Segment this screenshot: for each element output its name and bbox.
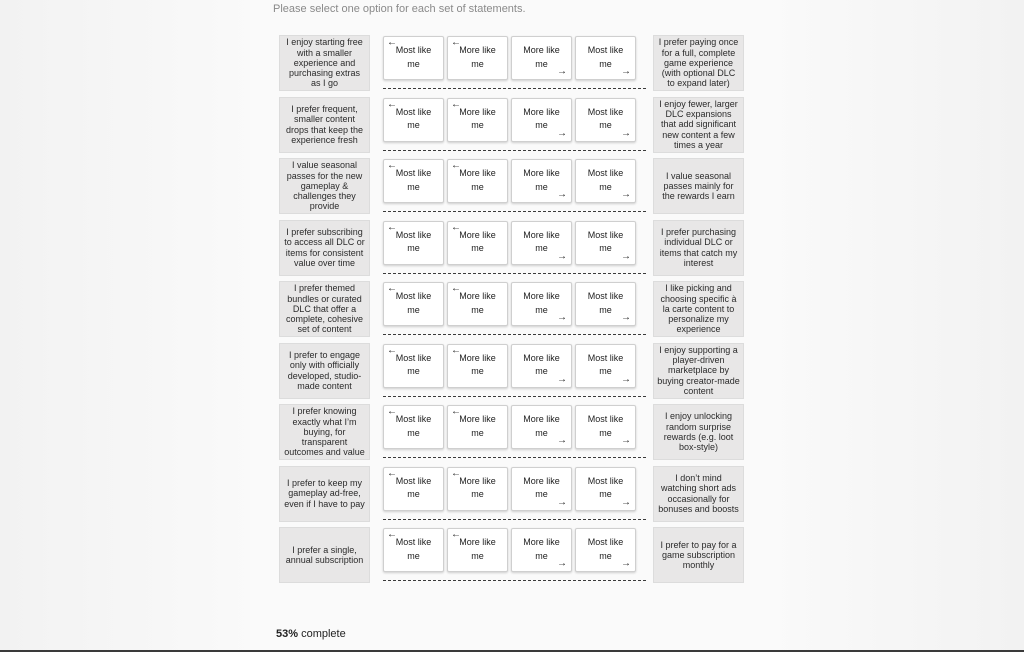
arrow-right-icon: → — [557, 250, 567, 262]
progress-indicator — [276, 628, 346, 640]
option-label: Most like me — [587, 352, 624, 376]
most-like-left-button[interactable] — [383, 221, 444, 265]
option-label: Most like me — [587, 45, 624, 69]
arrow-left-icon: ← — [451, 283, 461, 294]
arrow-right-icon: → — [557, 558, 567, 569]
option-label: Most like me — [587, 106, 624, 130]
progress-percent: 53% — [276, 628, 299, 640]
arrow-left-icon: ← — [387, 344, 397, 356]
row-divider — [383, 211, 646, 212]
row-divider — [383, 519, 646, 520]
arrow-right-icon: → — [621, 558, 631, 569]
arrow-right-icon: → — [621, 127, 631, 139]
option-label: More like me — [459, 414, 496, 438]
arrow-left-icon: ← — [387, 221, 397, 233]
option-label: More like me — [459, 229, 496, 253]
option-label: More like me — [523, 106, 560, 130]
most-like-left-button[interactable] — [383, 98, 444, 142]
left-statement: I prefer to keep my gameplay ad-free, even if I have to pay — [279, 466, 370, 522]
more-like-right-button[interactable] — [511, 467, 572, 511]
arrow-left-icon: ← — [451, 221, 461, 233]
option-label: More like me — [523, 229, 560, 253]
arrow-left-icon: ← — [451, 344, 461, 356]
left-statement: I prefer frequent, smaller content drops that keep the experience fresh — [279, 97, 370, 153]
arrow-right-icon: → — [557, 127, 567, 139]
right-statement: I prefer purchasing individual DLC or items that catch my interest — [653, 220, 744, 276]
arrow-right-icon: → — [621, 435, 631, 446]
right-statement: I prefer paying once for a full, complete game experience (with optional DLC to expand later) — [653, 35, 744, 91]
option-label: Most like me — [395, 475, 432, 499]
option-group — [383, 404, 646, 460]
arrow-right-icon: → — [557, 189, 567, 200]
most-like-right-button[interactable] — [575, 405, 636, 449]
statement-row — [279, 97, 745, 153]
option-label: More like me — [523, 352, 560, 376]
most-like-left-button[interactable] — [383, 282, 444, 326]
arrow-left-icon: ← — [387, 98, 397, 110]
option-label: More like me — [523, 168, 560, 192]
more-like-right-button[interactable] — [511, 344, 572, 388]
arrow-left-icon: ← — [387, 406, 397, 417]
arrow-right-icon: → — [557, 373, 567, 385]
arrow-left-icon: ← — [451, 160, 461, 171]
most-like-right-button[interactable] — [575, 344, 636, 388]
right-statement: I enjoy unlocking random surprise rewards (e.g. loot box-style) — [653, 404, 744, 460]
statement-row — [279, 35, 745, 91]
more-like-left-button[interactable] — [447, 221, 508, 265]
left-statement: I prefer subscribing to access all DLC or items for consistent value over time — [279, 220, 370, 276]
option-group — [383, 158, 646, 214]
instruction-text: Please select one option for each set of statements. — [273, 3, 526, 15]
most-like-right-button[interactable] — [575, 98, 636, 142]
arrow-right-icon: → — [621, 189, 631, 200]
more-like-left-button[interactable] — [447, 98, 508, 142]
most-like-left-button[interactable] — [383, 405, 444, 449]
most-like-right-button[interactable] — [575, 159, 636, 203]
arrow-right-icon: → — [557, 312, 567, 323]
most-like-right-button[interactable] — [575, 467, 636, 511]
most-like-left-button[interactable] — [383, 344, 444, 388]
option-label: More like me — [459, 168, 496, 192]
option-label: More like me — [459, 106, 496, 130]
row-divider — [383, 580, 646, 581]
more-like-left-button[interactable] — [447, 467, 508, 511]
statement-row — [279, 343, 745, 399]
left-statement: I prefer knowing exactly what I’m buying, for transparent outcomes and value — [279, 404, 370, 460]
option-label: Most like me — [587, 537, 624, 561]
option-label: More like me — [523, 291, 560, 315]
option-label: Most like me — [395, 45, 432, 69]
row-divider — [383, 457, 646, 458]
more-like-right-button[interactable] — [511, 36, 572, 80]
option-label: Most like me — [395, 106, 432, 130]
more-like-left-button[interactable] — [447, 159, 508, 203]
more-like-left-button[interactable] — [447, 528, 508, 572]
arrow-right-icon: → — [557, 435, 567, 446]
option-group — [383, 527, 646, 583]
right-statement: I value seasonal passes mainly for the rewards I earn — [653, 158, 744, 214]
more-like-left-button[interactable] — [447, 282, 508, 326]
more-like-left-button[interactable] — [447, 344, 508, 388]
most-like-right-button[interactable] — [575, 282, 636, 326]
arrow-right-icon: → — [557, 66, 567, 77]
option-label: Most like me — [587, 168, 624, 192]
most-like-left-button[interactable] — [383, 467, 444, 511]
option-label: Most like me — [587, 291, 624, 315]
option-label: Most like me — [587, 229, 624, 253]
most-like-right-button[interactable] — [575, 36, 636, 80]
arrow-left-icon: ← — [451, 98, 461, 110]
row-divider — [383, 150, 646, 151]
most-like-right-button[interactable] — [575, 221, 636, 265]
statement-row — [279, 466, 745, 522]
more-like-right-button[interactable] — [511, 221, 572, 265]
option-group — [383, 35, 646, 91]
arrow-right-icon: → — [621, 250, 631, 262]
right-statement: I enjoy supporting a player-driven marketplace by buying creator-made content — [653, 343, 744, 399]
arrow-right-icon: → — [557, 496, 567, 508]
right-statement: I prefer to pay for a game subscription monthly — [653, 527, 744, 583]
more-like-right-button[interactable] — [511, 98, 572, 142]
left-statement: I enjoy starting free with a smaller experience and purchasing extras as I go — [279, 35, 370, 91]
most-like-left-button[interactable] — [383, 528, 444, 572]
arrow-right-icon: → — [621, 373, 631, 385]
more-like-right-button[interactable] — [511, 528, 572, 572]
option-label: More like me — [523, 537, 560, 561]
more-like-left-button[interactable] — [447, 36, 508, 80]
option-label: Most like me — [395, 414, 432, 438]
arrow-right-icon: → — [621, 312, 631, 323]
option-label: More like me — [523, 475, 560, 499]
row-divider — [383, 273, 646, 274]
statement-row — [279, 527, 745, 583]
left-statement: I prefer a single, annual subscription — [279, 527, 370, 583]
arrow-left-icon: ← — [387, 529, 397, 540]
arrow-left-icon: ← — [451, 406, 461, 417]
option-label: Most like me — [395, 537, 432, 561]
option-label: More like me — [459, 475, 496, 499]
option-group — [383, 97, 646, 153]
right-statement: I enjoy fewer, larger DLC expansions that add significant new content a few times a year — [653, 97, 744, 153]
arrow-right-icon: → — [621, 66, 631, 77]
statement-row — [279, 281, 745, 337]
more-like-right-button[interactable] — [511, 159, 572, 203]
arrow-left-icon: ← — [387, 37, 397, 48]
option-label: Most like me — [587, 475, 624, 499]
statement-row — [279, 158, 745, 214]
option-label: Most like me — [395, 168, 432, 192]
row-divider — [383, 88, 646, 89]
row-divider — [383, 396, 646, 397]
statement-row — [279, 220, 745, 276]
statement-rows — [279, 35, 745, 589]
most-like-left-button[interactable] — [383, 159, 444, 203]
option-group — [383, 343, 646, 399]
option-group — [383, 466, 646, 522]
left-statement: I prefer to engage only with officially developed, studio-made content — [279, 343, 370, 399]
most-like-right-button[interactable] — [575, 528, 636, 572]
option-label: Most like me — [395, 352, 432, 376]
option-label: Most like me — [395, 291, 432, 315]
arrow-left-icon: ← — [387, 467, 397, 479]
right-statement: I don’t mind watching short ads occasionally for bonuses and boosts — [653, 466, 744, 522]
arrow-left-icon: ← — [387, 160, 397, 171]
option-label: More like me — [459, 537, 496, 561]
option-group — [383, 281, 646, 337]
option-label: More like me — [459, 291, 496, 315]
more-like-left-button[interactable] — [447, 405, 508, 449]
arrow-left-icon: ← — [451, 529, 461, 540]
arrow-left-icon: ← — [387, 283, 397, 294]
option-label: More like me — [459, 352, 496, 376]
option-label: More like me — [523, 414, 560, 438]
left-statement: I value seasonal passes for the new gameplay & challenges they provide — [279, 158, 370, 214]
more-like-right-button[interactable] — [511, 282, 572, 326]
most-like-left-button[interactable] — [383, 36, 444, 80]
arrow-left-icon: ← — [451, 37, 461, 48]
option-label: Most like me — [587, 414, 624, 438]
right-statement: I like picking and choosing specific à la carte content to personalize my experience — [653, 281, 744, 337]
option-label: Most like me — [395, 229, 432, 253]
progress-label: complete — [298, 628, 346, 640]
arrow-right-icon: → — [621, 496, 631, 508]
option-group — [383, 220, 646, 276]
option-label: More like me — [523, 45, 560, 69]
statement-row — [279, 404, 745, 460]
left-statement: I prefer themed bundles or curated DLC that offer a complete, cohesive set of content — [279, 281, 370, 337]
arrow-left-icon: ← — [451, 467, 461, 479]
row-divider — [383, 334, 646, 335]
option-label: More like me — [459, 45, 496, 69]
more-like-right-button[interactable] — [511, 405, 572, 449]
